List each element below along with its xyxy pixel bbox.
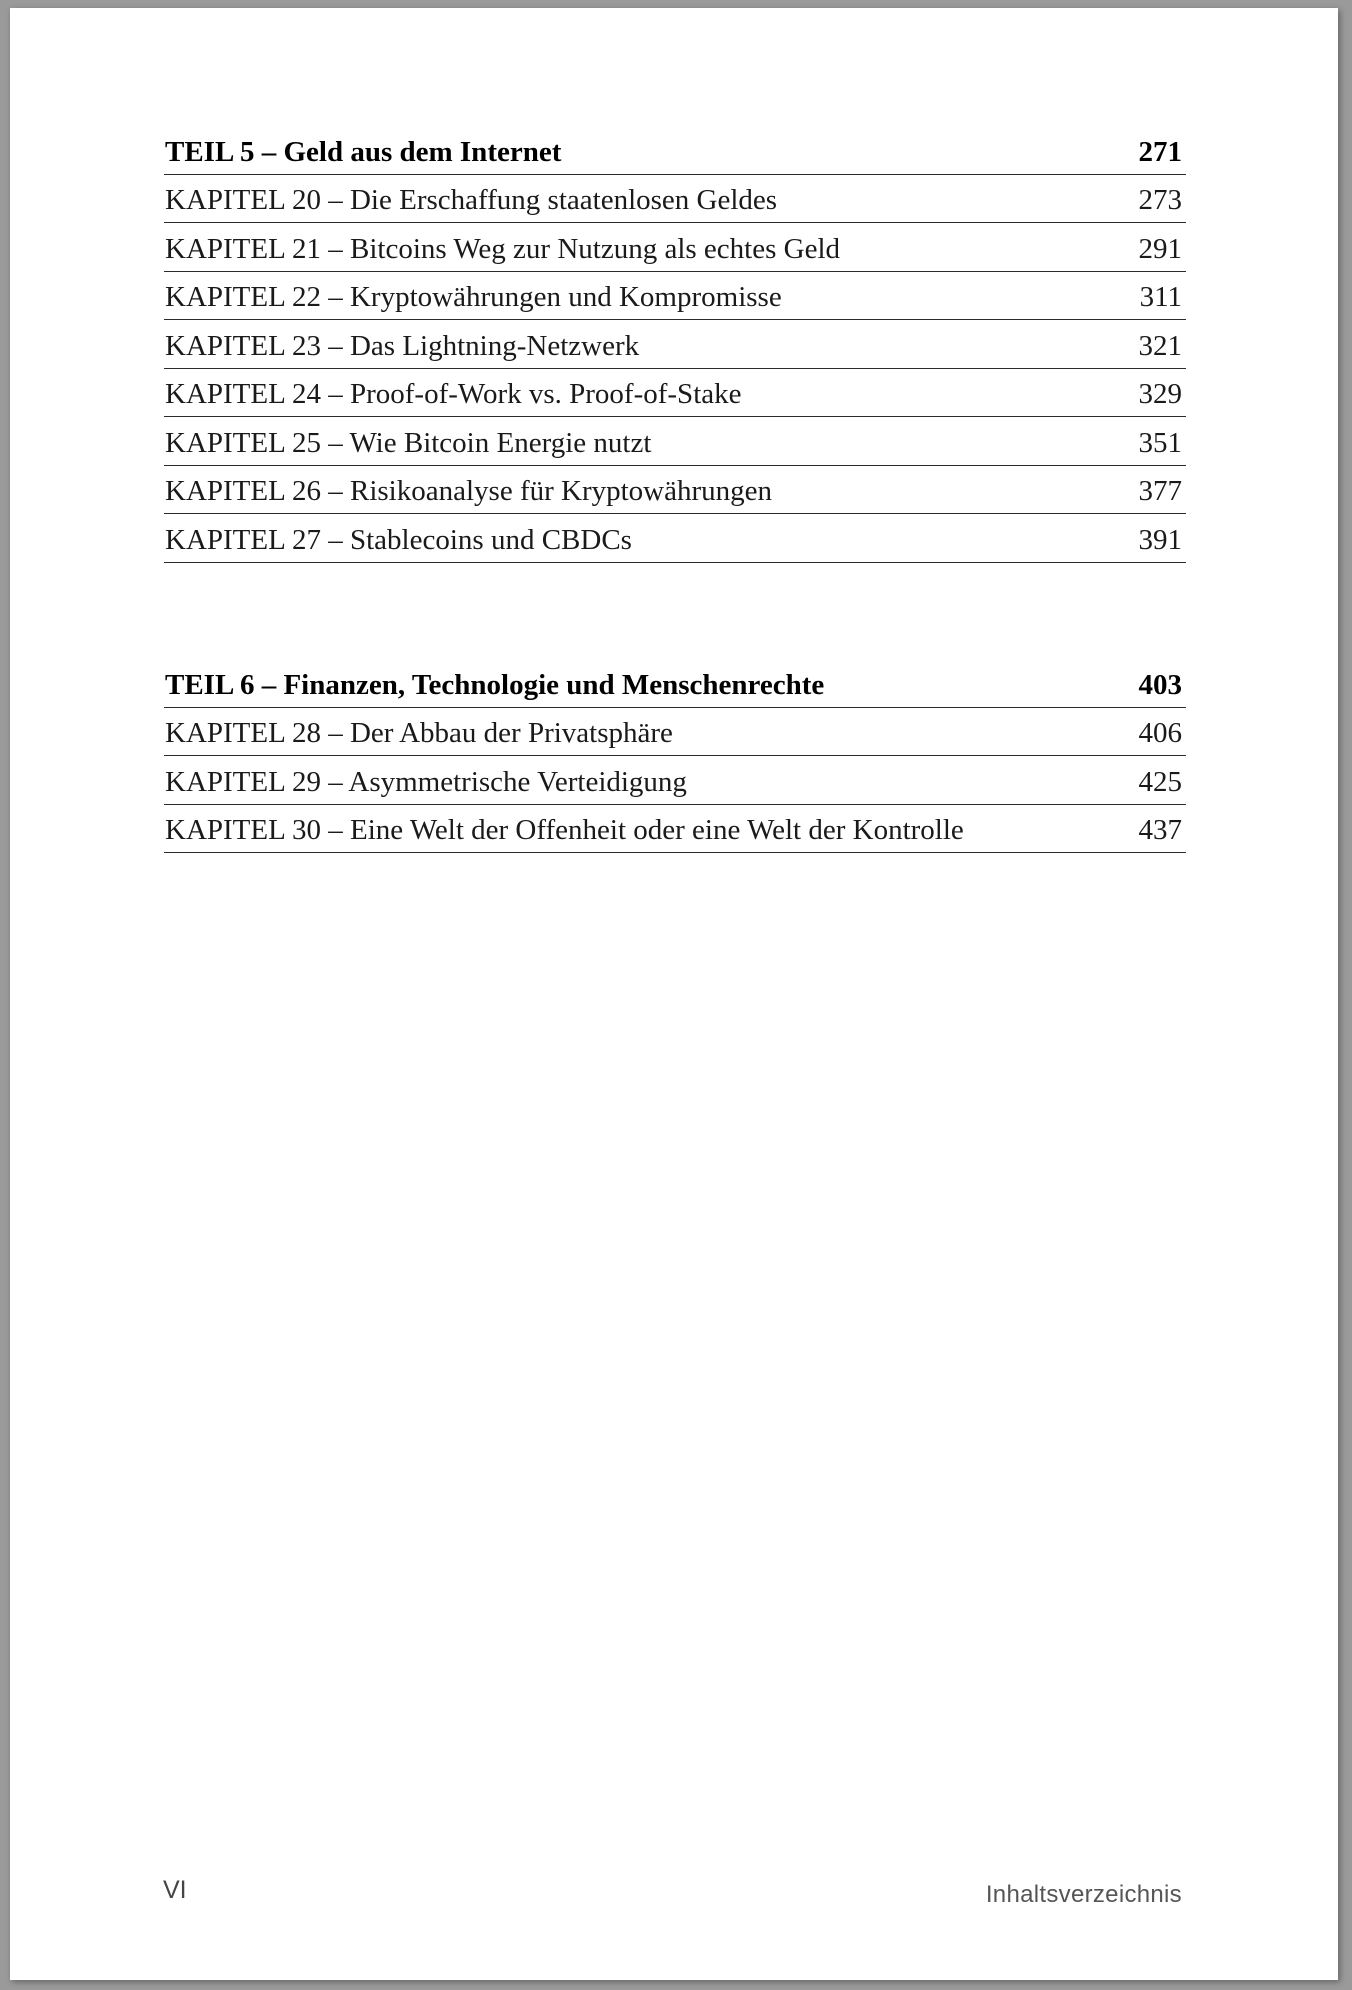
toc-chapter-row[interactable] [164,223,1186,272]
toc-part-page: 403 [1138,668,1182,701]
toc-part-row[interactable] [164,126,1186,175]
toc-part-title: TEIL 6 – Finanzen, Technologie und Menschenrechte [165,668,825,701]
toc-chapter-page: 311 [1139,281,1182,313]
document-page [10,8,1338,1980]
toc-chapter-row[interactable] [164,514,1186,563]
toc-chapter-title: KAPITEL 27 – Stablecoins und CBDCs [165,523,632,556]
toc-chapter-page: 391 [1138,523,1182,556]
toc-chapter-title: KAPITEL 28 – Der Abbau der Privatsphäre [165,717,673,749]
toc-chapter-title: KAPITEL 22 – Kryptowährungen und Kompromisse [165,281,782,313]
toc-part-row[interactable] [164,659,1186,708]
toc-chapter-title: KAPITEL 20 – Die Erschaffung staatenlosen Geldes [165,184,778,216]
toc-chapter-row[interactable] [164,466,1186,515]
toc-chapter-row[interactable] [164,369,1186,418]
toc-chapter-page: 437 [1138,814,1182,846]
toc-chapter-row[interactable] [164,272,1186,321]
toc-section-part-6 [164,659,1186,853]
footer-page-number: VI [163,1876,187,1904]
toc-chapter-page: 406 [1138,717,1182,749]
footer-section-label: Inhaltsverzeichnis [985,1881,1182,1908]
toc-chapter-row[interactable] [164,805,1186,854]
toc-chapter-title: KAPITEL 25 – Wie Bitcoin Energie nutzt [165,426,652,459]
toc-chapter-row[interactable] [164,756,1186,805]
toc-chapter-page: 291 [1138,232,1182,265]
toc-chapter-title: KAPITEL 23 – Das Lightning-Netzwerk [165,329,640,362]
toc-chapter-row[interactable] [164,708,1186,757]
toc-chapter-title: KAPITEL 29 – Asymmetrische Verteidigung [165,765,687,798]
toc-chapter-title: KAPITEL 24 – Proof-of-Work vs. Proof-of-Stake [165,378,742,410]
toc-part-title: TEIL 5 – Geld aus dem Internet [165,135,562,168]
toc-chapter-page: 273 [1138,184,1182,216]
toc-chapter-title: KAPITEL 26 – Risikoanalyse für Kryptowährungen [165,475,773,507]
toc-chapter-page: 425 [1138,765,1182,798]
toc-chapter-row[interactable] [164,320,1186,369]
toc-chapter-title: KAPITEL 30 – Eine Welt der Offenheit oder eine Welt der Kontrolle [165,814,964,846]
toc-chapter-page: 377 [1138,475,1182,507]
toc-chapter-page: 321 [1138,329,1182,362]
toc-chapter-page: 329 [1138,378,1182,410]
toc-chapter-page: 351 [1138,426,1182,459]
toc-section-part-5 [164,126,1186,563]
toc-chapter-row[interactable] [164,175,1186,224]
toc-part-page: 271 [1138,135,1182,168]
toc-chapter-row[interactable] [164,417,1186,466]
toc-chapter-title: KAPITEL 21 – Bitcoins Weg zur Nutzung als echtes Geld [165,232,841,265]
